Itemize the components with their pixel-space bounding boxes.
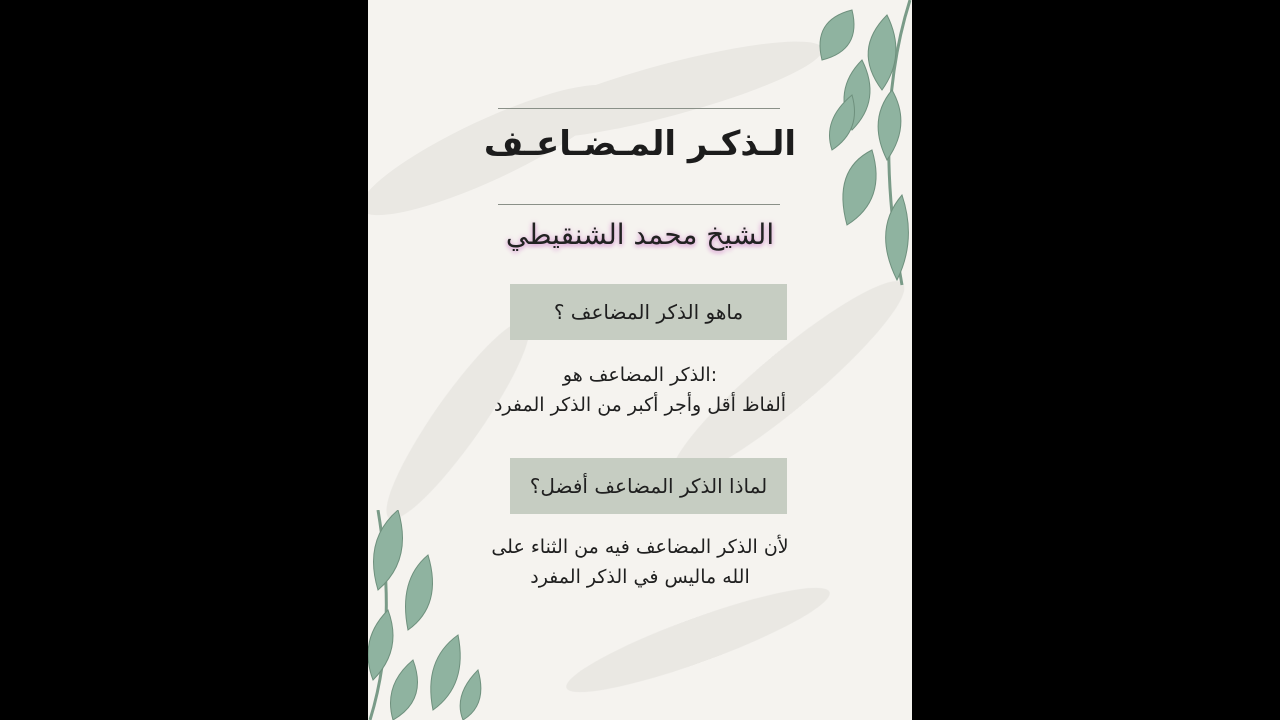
question-1-box [510,284,787,340]
answer-1-line-2: ألفاظ أقل وأجر أكبر من الذكر المفرد [493,394,787,416]
answer-1-line-1: :الذكر المضاعف هو [562,364,718,386]
author-name: الشيخ محمد الشنقيطي [505,218,775,251]
title-top-divider [498,108,780,109]
answer-2 [438,532,842,592]
title-bottom-divider [498,204,780,205]
question-2-box [510,458,787,514]
question-1-label: ماهو الذكر المضاعف ؟ [553,300,744,324]
answer-2-line-1: لأن الذكر المضاعف فيه من الثناء على [491,536,789,558]
question-2-label: لماذا الذكر المضاعف أفضل؟ [529,474,768,498]
content-card [368,0,912,720]
answer-2-line-2: الله ماليس في الذكر المفرد [530,566,750,588]
answer-1 [438,360,842,420]
page-title: الـذكـر المـضـاعـف [483,124,797,164]
